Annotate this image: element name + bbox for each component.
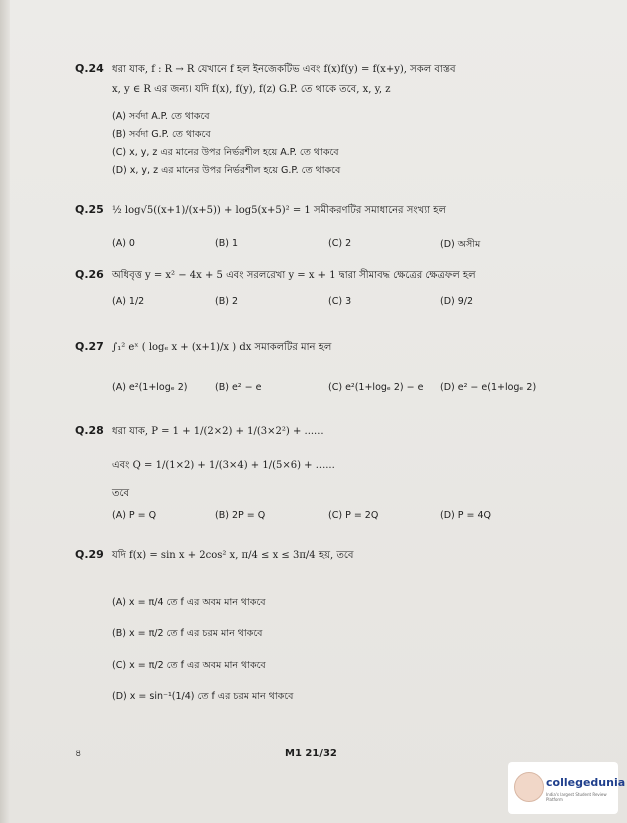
q24-line1: ধরা যাক, f : R → R যেখানে f হল ইনজেকটিভ এবং f(x)f(y) = f(x+y), সকল বাস্তব xyxy=(112,64,456,75)
q24-line2: x, y ∈ R এর জন্য। যদি f(x), f(y), f(z) G.P. তে থাকে তবে, x, y, z xyxy=(112,84,391,95)
q28-option-b: (B) 2P = Q xyxy=(215,510,266,521)
q27-text: ∫₁² eˣ ( logₑ x + (x+1)/x ) dx সমাকলটির মান হল xyxy=(112,342,332,353)
q27-option-b: (B) e² − e xyxy=(215,382,262,393)
q28-option-d: (D) P = 4Q xyxy=(440,510,491,521)
page-edge-shadow xyxy=(0,0,10,823)
q25-option-a: (A) 0 xyxy=(112,238,135,249)
q28-option-c: (C) P = 2Q xyxy=(328,510,379,521)
q26-text: অধিবৃত্ত y = x² − 4x + 5 এবং সরলরেখা y = x + 1 দ্বারা সীমাবদ্ধ ক্ষেত্রের ক্ষেত্রফল হল xyxy=(112,270,476,281)
q27-option-a: (A) e²(1+logₑ 2) xyxy=(112,382,188,393)
q29-option-a: (A) x = π/4 তে f এর অবম মান থাকবে xyxy=(112,597,266,608)
q27-option-c: (C) e²(1+logₑ 2) − e xyxy=(328,382,424,393)
logo-tagline: India's largest Student Review Platform xyxy=(546,792,607,802)
q28-line1: ধরা যাক, P = 1 + 1/(2×2) + 1/(3×2²) + ...... xyxy=(112,426,324,437)
q24-option-c: (C) x, y, z এর মানের উপর নির্ভরশীল হয়ে A.P. তে থাকবে xyxy=(112,147,339,158)
q25-option-b: (B) 1 xyxy=(215,238,238,249)
q29-option-c: (C) x = π/2 তে f এর অবম মান থাকবে xyxy=(112,660,266,671)
q26-option-a: (A) 1/2 xyxy=(112,296,145,307)
q25-option-d: (D) অসীম xyxy=(440,239,481,250)
q29-number: Q.29 xyxy=(75,548,104,561)
q29-text: যদি f(x) = sin x + 2cos² x, π/4 ≤ x ≤ 3π/4 হয়, তবে xyxy=(112,550,354,561)
q25-number: Q.25 xyxy=(75,203,104,216)
page-mark: ৪ xyxy=(75,748,82,759)
collegedunia-logo xyxy=(508,762,626,814)
q29-option-d: (D) x = sin⁻¹(1/4) তে f এর চরম মান থাকবে xyxy=(112,691,294,702)
q24-option-d: (D) x, y, z এর মানের উপর নির্ভরশীল হয়ে G.P. তে থাকবে xyxy=(112,165,341,176)
q27-number: Q.27 xyxy=(75,340,104,353)
q28-number: Q.28 xyxy=(75,424,104,437)
logo-avatar-icon xyxy=(514,772,544,802)
q26-option-c: (C) 3 xyxy=(328,296,352,307)
q29-option-b: (B) x = π/2 তে f এর চরম মান থাকবে xyxy=(112,628,263,639)
q26-option-b: (B) 2 xyxy=(215,296,238,307)
logo-name: collegedunia xyxy=(546,776,626,789)
q25-text: ½ log√5((x+1)/(x+5)) + log5(x+5)² = 1 সমীকরণটির সমাধানের সংখ্যা হল xyxy=(112,205,446,216)
page-code: M1 21/32 xyxy=(285,748,337,759)
q26-option-d: (D) 9/2 xyxy=(440,296,474,307)
q28-line3: তবে xyxy=(112,488,130,499)
q28-line2: এবং Q = 1/(1×2) + 1/(3×4) + 1/(5×6) + ...... xyxy=(112,460,335,471)
q24-option-a: (A) সর্বদা A.P. তে থাকবে xyxy=(112,111,210,122)
q26-number: Q.26 xyxy=(75,268,104,281)
q24-number: Q.24 xyxy=(75,62,104,75)
q27-option-d: (D) e² − e(1+logₑ 2) xyxy=(440,382,537,393)
q25-option-c: (C) 2 xyxy=(328,238,352,249)
q28-option-a: (A) P = Q xyxy=(112,510,157,521)
q24-option-b: (B) সর্বদা G.P. তে থাকবে xyxy=(112,129,211,140)
